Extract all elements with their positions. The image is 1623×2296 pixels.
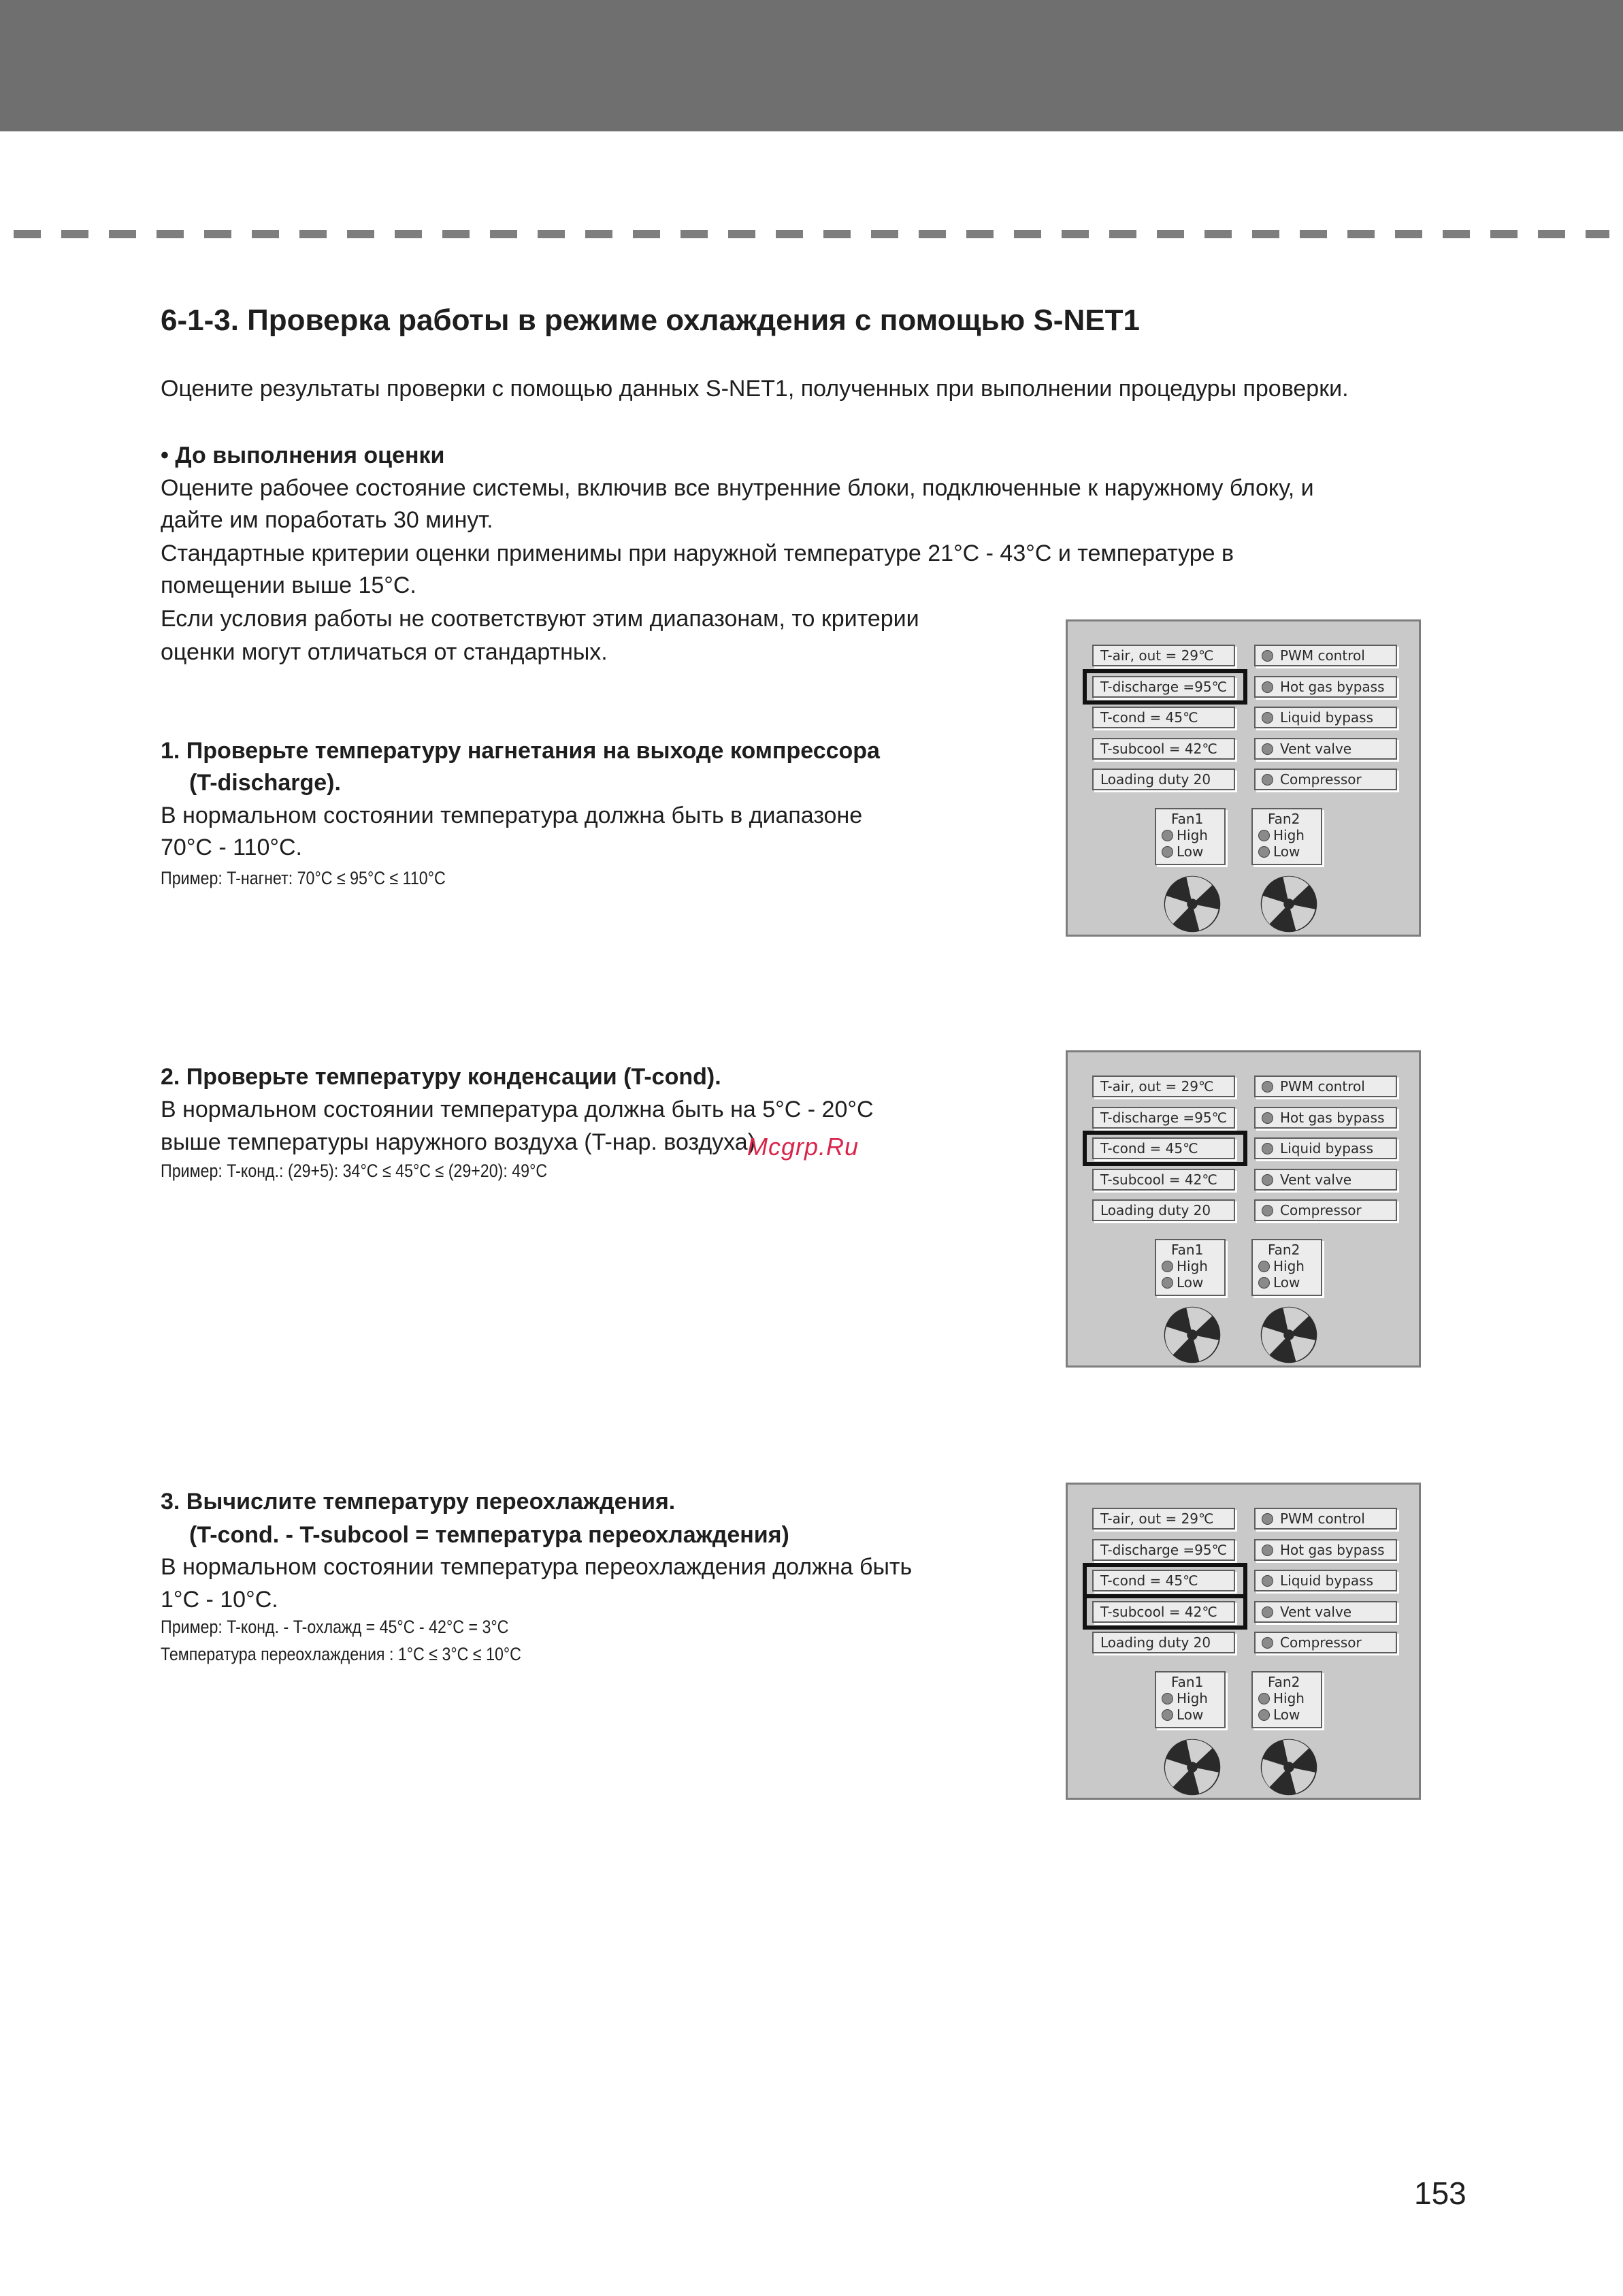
indicator-label: Hot gas bypass: [1280, 1542, 1385, 1558]
indicator-label: Vent valve: [1280, 1171, 1352, 1188]
before-line-5: Если условия работы не соответствуют этим диапазонам, то критерии: [161, 606, 919, 632]
step3-heading: 3. Вычислите температуру переохлаждения.: [161, 1489, 676, 1515]
header-bar: [0, 0, 1623, 131]
page-number: 153: [1414, 2176, 1466, 2211]
fan-icon: [1260, 875, 1318, 933]
fan-low-label: Low: [1177, 843, 1204, 860]
status-led-icon: [1262, 1081, 1273, 1093]
step3-example-1: Пример: T-конд. - T-охлажд = 45°C - 42°C = 3°C: [161, 1617, 509, 1637]
indicator-label: Liquid bypass: [1280, 1572, 1374, 1589]
highlight-box: [1083, 1563, 1247, 1598]
indicator-button[interactable]: [1254, 1107, 1397, 1129]
step3-heading-2: (T-cond. - T-subcool = температура переохлаждения): [189, 1522, 789, 1548]
param-field: T-cond = 45℃: [1092, 707, 1235, 728]
indicator-button[interactable]: [1254, 738, 1397, 760]
fan-title: Fan2: [1268, 811, 1300, 827]
highlight-box: [1083, 669, 1247, 705]
step2-line-1: В нормальном состоянии температура должна быть на 5°C - 20°C: [161, 1097, 874, 1122]
fan-high-row: [1177, 1690, 1208, 1707]
step1-heading: 1. Проверьте температуру нагнетания на выходе компрессора: [161, 738, 880, 764]
fan-title: Fan1: [1171, 1674, 1204, 1690]
fan2-box: [1251, 1671, 1322, 1728]
indicator-label: PWM control: [1280, 1510, 1365, 1527]
status-led-icon: [1162, 1693, 1173, 1704]
fan-low-row: [1177, 1707, 1203, 1723]
indicator-button[interactable]: [1254, 707, 1397, 728]
status-led-icon: [1262, 1606, 1273, 1618]
param-field: T-discharge =95℃: [1092, 1107, 1235, 1129]
indicator-button[interactable]: [1254, 1508, 1397, 1530]
status-led-icon: [1262, 1637, 1273, 1649]
fan-title: Fan2: [1268, 1242, 1300, 1258]
indicator-label: PWM control: [1280, 647, 1365, 664]
fan-low-label: Low: [1273, 843, 1300, 860]
indicator-button[interactable]: [1254, 1169, 1397, 1191]
fan-high-label: High: [1273, 1258, 1305, 1274]
indicator-label: Vent valve: [1280, 741, 1352, 757]
step1-heading-2: (T-discharge).: [189, 770, 341, 796]
fan-title: Fan1: [1171, 1242, 1204, 1258]
status-led-icon: [1262, 1575, 1273, 1587]
fan-low-row: [1273, 843, 1300, 860]
indicator-button[interactable]: [1254, 1539, 1397, 1561]
status-led-icon: [1162, 1261, 1173, 1272]
before-line-6: оценки могут отличаться от стандартных.: [161, 639, 608, 665]
param-field: T-air, out = 29℃: [1092, 1076, 1235, 1097]
indicator-label: Vent valve: [1280, 1604, 1352, 1620]
status-led-icon: [1258, 1709, 1270, 1721]
fan-high-row: [1273, 827, 1305, 843]
param-field: T-subcool = 42℃: [1092, 1601, 1235, 1623]
fan2-box: [1251, 808, 1322, 865]
step2-example: Пример: T-конд.: (29+5): 34°C ≤ 45°C ≤ (29+20): 49°C: [161, 1161, 548, 1181]
param-field: Loading duty 20: [1092, 1632, 1235, 1653]
param-field: Loading duty 20: [1092, 769, 1235, 790]
fan-low-row: [1177, 1274, 1203, 1291]
before-line-1: Оцените рабочее состояние системы, включив все внутренние блоки, подключенные к наружному блоку, и: [161, 475, 1314, 501]
step2-line-2: выше температуры наружного воздуха (T-нар. воздуха): [161, 1129, 756, 1155]
param-field: T-subcool = 42℃: [1092, 738, 1235, 760]
watermark: Mcgrp.Ru: [747, 1133, 859, 1161]
fan-high-label: High: [1177, 827, 1208, 843]
param-field: T-discharge =95℃: [1092, 1539, 1235, 1561]
fan-title: Fan1: [1171, 811, 1204, 827]
highlight-box: [1083, 1131, 1247, 1166]
fan-low-label: Low: [1273, 1707, 1300, 1723]
step3-line-1: В нормальном состоянии температура переохлаждения должна быть: [161, 1554, 913, 1580]
param-field: T-discharge =95℃: [1092, 676, 1235, 698]
before-line-4: помещении выше 15°C.: [161, 572, 416, 598]
indicator-label: Hot gas bypass: [1280, 1110, 1385, 1126]
step3-line-2: 1°C - 10°C.: [161, 1587, 278, 1613]
indicator-label: Compressor: [1280, 1202, 1362, 1218]
status-led-icon: [1262, 1545, 1273, 1556]
fan1-box: [1155, 1239, 1226, 1296]
fan-low-row: [1273, 1707, 1300, 1723]
fan-title: Fan2: [1268, 1674, 1300, 1690]
indicator-label: Liquid bypass: [1280, 1140, 1374, 1157]
status-led-icon: [1162, 1277, 1173, 1289]
fan-high-label: High: [1273, 827, 1305, 843]
indicator-label: PWM control: [1280, 1078, 1365, 1095]
status-led-icon: [1262, 650, 1273, 662]
param-field: T-subcool = 42℃: [1092, 1169, 1235, 1191]
intro-text: Оцените результаты проверки с помощью данных S-NET1, полученных при выполнении процедуры проверки.: [161, 376, 1349, 402]
step1-example: Пример: T-нагнет: 70°C ≤ 95°C ≤ 110°C: [161, 868, 446, 888]
fan-high-row: [1273, 1690, 1305, 1707]
before-line-2: дайте им поработать 30 минут.: [161, 507, 493, 533]
fan1-box: [1155, 1671, 1226, 1728]
status-led-icon: [1258, 830, 1270, 841]
fan-icon: [1163, 875, 1222, 933]
indicator-button[interactable]: [1254, 1199, 1397, 1221]
fan-high-row: [1177, 827, 1208, 843]
status-led-icon: [1258, 1693, 1270, 1704]
indicator-label: Liquid bypass: [1280, 709, 1374, 726]
dashed-divider: [14, 230, 1609, 238]
indicator-label: Hot gas bypass: [1280, 679, 1385, 695]
param-field: T-cond = 45℃: [1092, 1570, 1235, 1591]
before-heading: • До выполнения оценки: [161, 442, 445, 468]
status-led-icon: [1262, 1143, 1273, 1154]
param-field: Loading duty 20: [1092, 1199, 1235, 1221]
indicator-button[interactable]: [1254, 1137, 1397, 1159]
fan-icon: [1260, 1738, 1318, 1796]
fan1-box: [1155, 808, 1226, 865]
fan-high-label: High: [1273, 1690, 1305, 1707]
status-led-icon: [1262, 1174, 1273, 1186]
status-led-icon: [1162, 1709, 1173, 1721]
fan-low-label: Low: [1177, 1274, 1204, 1291]
indicator-button[interactable]: [1254, 1632, 1397, 1653]
status-led-icon: [1258, 1277, 1270, 1289]
fan-low-row: [1177, 843, 1203, 860]
step1-line-2: 70°C - 110°C.: [161, 835, 302, 860]
indicator-button[interactable]: [1254, 769, 1397, 790]
highlight-box: [1083, 1594, 1247, 1630]
indicator-label: Compressor: [1280, 771, 1362, 788]
indicator-button[interactable]: [1254, 1601, 1397, 1623]
param-field: T-air, out = 29℃: [1092, 645, 1235, 666]
fan-high-label: High: [1177, 1258, 1208, 1274]
fan-low-label: Low: [1273, 1274, 1300, 1291]
param-field: T-cond = 45℃: [1092, 1137, 1235, 1159]
status-led-icon: [1262, 774, 1273, 786]
status-led-icon: [1258, 846, 1270, 858]
status-led-icon: [1162, 830, 1173, 841]
indicator-button[interactable]: [1254, 645, 1397, 666]
snet-panel-2: [1066, 1050, 1421, 1368]
status-led-icon: [1262, 681, 1273, 693]
fan-high-row: [1177, 1258, 1208, 1274]
fan-high-label: High: [1177, 1690, 1208, 1707]
fan2-box: [1251, 1239, 1322, 1296]
indicator-label: Compressor: [1280, 1634, 1362, 1651]
indicator-button[interactable]: [1254, 1076, 1397, 1097]
status-led-icon: [1262, 1112, 1273, 1124]
fan-icon: [1163, 1738, 1222, 1796]
indicator-button[interactable]: [1254, 676, 1397, 698]
snet-panel-1: [1066, 619, 1421, 937]
section-title: 6-1-3. Проверка работы в режиме охлаждения с помощью S-NET1: [161, 304, 1140, 337]
step1-line-1: В нормальном состоянии температура должна быть в диапазоне: [161, 803, 863, 828]
status-led-icon: [1258, 1261, 1270, 1272]
param-field: T-air, out = 29℃: [1092, 1508, 1235, 1530]
status-led-icon: [1162, 846, 1173, 858]
fan-low-row: [1273, 1274, 1300, 1291]
fan-high-row: [1273, 1258, 1305, 1274]
status-led-icon: [1262, 743, 1273, 755]
before-line-3: Стандартные критерии оценки применимы при наружной температуре 21°C - 43°C и температуре в: [161, 540, 1234, 566]
snet-panel-3: [1066, 1483, 1421, 1800]
fan-icon: [1163, 1306, 1222, 1364]
fan-low-label: Low: [1177, 1707, 1204, 1723]
fan-icon: [1260, 1306, 1318, 1364]
status-led-icon: [1262, 712, 1273, 724]
step3-example-2: Температура переохлаждения : 1°C ≤ 3°C ≤ 10°C: [161, 1644, 521, 1664]
status-led-icon: [1262, 1513, 1273, 1525]
step2-heading: 2. Проверьте температуру конденсации (T-cond).: [161, 1064, 721, 1090]
indicator-button[interactable]: [1254, 1570, 1397, 1591]
status-led-icon: [1262, 1205, 1273, 1216]
